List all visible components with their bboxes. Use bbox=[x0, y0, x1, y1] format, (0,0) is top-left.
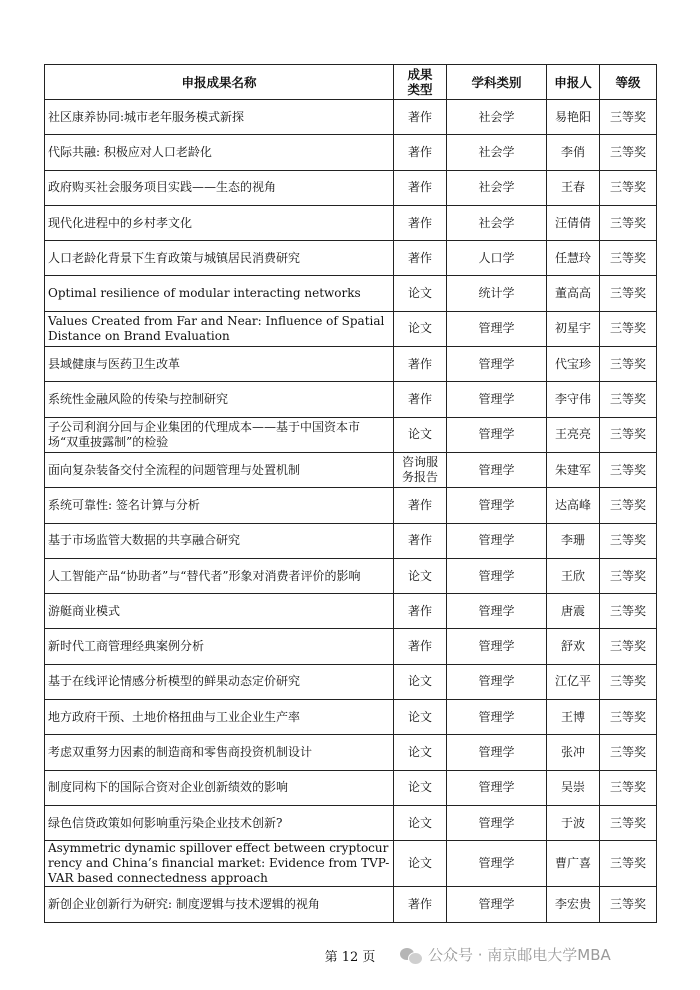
table-row bbox=[45, 488, 657, 523]
cell-name: 制度同构下的国际合资对企业创新绩效的影响 bbox=[45, 770, 394, 805]
cell-discipline: 管理学 bbox=[447, 594, 547, 629]
header-type-line2: 类型 bbox=[407, 82, 433, 97]
table-row bbox=[45, 594, 657, 629]
cell-type: 著作 bbox=[394, 135, 447, 170]
table-row bbox=[45, 841, 657, 887]
cell-type: 著作 bbox=[394, 594, 447, 629]
cell-discipline: 社会学 bbox=[447, 170, 547, 205]
table-row bbox=[45, 347, 657, 382]
table-row bbox=[45, 311, 657, 346]
cell-level: 三等奖 bbox=[600, 841, 657, 887]
cell-applicant: 任慧玲 bbox=[547, 241, 600, 276]
awards-table bbox=[44, 64, 657, 923]
cell-applicant: 唐震 bbox=[547, 594, 600, 629]
cell-applicant: 李守伟 bbox=[547, 382, 600, 417]
cell-name: 子公司利润分回与企业集团的代理成本——基于中国资本市场“双重披露制”的检验 bbox=[45, 417, 394, 452]
table-row bbox=[45, 735, 657, 770]
cell-discipline: 管理学 bbox=[447, 523, 547, 558]
table-row bbox=[45, 523, 657, 558]
cell-applicant: 张冲 bbox=[547, 735, 600, 770]
cell-level: 三等奖 bbox=[600, 205, 657, 240]
cell-name: 系统性金融风险的传染与控制研究 bbox=[45, 382, 394, 417]
header-type bbox=[394, 65, 447, 100]
wechat-icon bbox=[400, 946, 422, 964]
cell-level: 三等奖 bbox=[600, 770, 657, 805]
cell-level: 三等奖 bbox=[600, 135, 657, 170]
cell-level: 三等奖 bbox=[600, 100, 657, 135]
header-applicant: 申报人 bbox=[547, 65, 600, 100]
table-row bbox=[45, 205, 657, 240]
table-row bbox=[45, 241, 657, 276]
cell-discipline: 管理学 bbox=[447, 311, 547, 346]
cell-applicant: 董高高 bbox=[547, 276, 600, 311]
cell-applicant: 于波 bbox=[547, 805, 600, 840]
cell-level: 三等奖 bbox=[600, 276, 657, 311]
cell-applicant: 吴崇 bbox=[547, 770, 600, 805]
table-row bbox=[45, 452, 657, 487]
cell-discipline: 管理学 bbox=[447, 558, 547, 593]
cell-level: 三等奖 bbox=[600, 594, 657, 629]
table-row bbox=[45, 664, 657, 699]
cell-name: 系统可靠性: 签名计算与分析 bbox=[45, 488, 394, 523]
cell-level: 三等奖 bbox=[600, 347, 657, 382]
cell-type: 论文 bbox=[394, 735, 447, 770]
cell-level: 三等奖 bbox=[600, 488, 657, 523]
table-row bbox=[45, 135, 657, 170]
cell-level: 三等奖 bbox=[600, 452, 657, 487]
table-row bbox=[45, 558, 657, 593]
cell-discipline: 管理学 bbox=[447, 770, 547, 805]
cell-type: 著作 bbox=[394, 887, 447, 922]
cell-type: 著作 bbox=[394, 382, 447, 417]
cell-type: 咨询服务报告 bbox=[394, 452, 447, 487]
cell-type: 著作 bbox=[394, 629, 447, 664]
cell-level: 三等奖 bbox=[600, 558, 657, 593]
cell-applicant: 朱建军 bbox=[547, 452, 600, 487]
cell-type: 著作 bbox=[394, 347, 447, 382]
cell-discipline: 管理学 bbox=[447, 629, 547, 664]
cell-name: 政府购买社会服务项目实践——生态的视角 bbox=[45, 170, 394, 205]
cell-level: 三等奖 bbox=[600, 523, 657, 558]
table-row bbox=[45, 629, 657, 664]
cell-level: 三等奖 bbox=[600, 629, 657, 664]
cell-level: 三等奖 bbox=[600, 700, 657, 735]
cell-name: Values Created from Far and Near: Influence of Spatial Distance on Brand Evaluation bbox=[45, 311, 394, 346]
cell-name: 地方政府干预、土地价格扭曲与工业企业生产率 bbox=[45, 700, 394, 735]
cell-discipline: 管理学 bbox=[447, 452, 547, 487]
cell-applicant: 达高峰 bbox=[547, 488, 600, 523]
cell-discipline: 管理学 bbox=[447, 735, 547, 770]
page-number: 第 12 页 bbox=[324, 950, 376, 965]
header-level: 等级 bbox=[600, 65, 657, 100]
cell-discipline: 管理学 bbox=[447, 887, 547, 922]
cell-applicant: 王博 bbox=[547, 700, 600, 735]
table-row bbox=[45, 887, 657, 922]
cell-type: 著作 bbox=[394, 100, 447, 135]
cell-discipline: 管理学 bbox=[447, 382, 547, 417]
header-name: 申报成果名称 bbox=[45, 65, 394, 100]
table-row bbox=[45, 276, 657, 311]
cell-name: 考虑双重努力因素的制造商和零售商投资机制设计 bbox=[45, 735, 394, 770]
cell-name: 基于市场监管大数据的共享融合研究 bbox=[45, 523, 394, 558]
cell-discipline: 统计学 bbox=[447, 276, 547, 311]
cell-name: 绿色信贷政策如何影响重污染企业技术创新? bbox=[45, 805, 394, 840]
cell-level: 三等奖 bbox=[600, 170, 657, 205]
cell-discipline: 管理学 bbox=[447, 700, 547, 735]
cell-applicant: 王春 bbox=[547, 170, 600, 205]
header-discipline: 学科类别 bbox=[447, 65, 547, 100]
cell-applicant: 王欣 bbox=[547, 558, 600, 593]
cell-applicant: 代宝珍 bbox=[547, 347, 600, 382]
table-row bbox=[45, 417, 657, 452]
cell-level: 三等奖 bbox=[600, 311, 657, 346]
cell-discipline: 管理学 bbox=[447, 347, 547, 382]
cell-applicant: 王亮亮 bbox=[547, 417, 600, 452]
cell-applicant: 易艳阳 bbox=[547, 100, 600, 135]
cell-level: 三等奖 bbox=[600, 417, 657, 452]
table-header-row bbox=[45, 65, 657, 100]
table-row bbox=[45, 382, 657, 417]
cell-type: 论文 bbox=[394, 805, 447, 840]
cell-level: 三等奖 bbox=[600, 887, 657, 922]
table-row bbox=[45, 700, 657, 735]
table-row bbox=[45, 170, 657, 205]
watermark-text: 公众号 · 南京邮电大学MBA bbox=[428, 946, 611, 964]
cell-discipline: 管理学 bbox=[447, 841, 547, 887]
cell-applicant: 汪倩倩 bbox=[547, 205, 600, 240]
cell-discipline: 管理学 bbox=[447, 417, 547, 452]
watermark bbox=[400, 944, 611, 965]
cell-applicant: 江亿平 bbox=[547, 664, 600, 699]
cell-applicant: 初星宇 bbox=[547, 311, 600, 346]
cell-name: 面向复杂装备交付全流程的问题管理与处置机制 bbox=[45, 452, 394, 487]
cell-type: 论文 bbox=[394, 664, 447, 699]
cell-name: Optimal resilience of modular interacting networks bbox=[45, 276, 394, 311]
cell-type: 著作 bbox=[394, 523, 447, 558]
cell-name: 代际共融: 积极应对人口老龄化 bbox=[45, 135, 394, 170]
table-row bbox=[45, 770, 657, 805]
cell-name: 新创企业创新行为研究: 制度逻辑与技术逻辑的视角 bbox=[45, 887, 394, 922]
cell-level: 三等奖 bbox=[600, 241, 657, 276]
cell-type: 著作 bbox=[394, 241, 447, 276]
cell-name: 社区康养协同:城市老年服务模式新探 bbox=[45, 100, 394, 135]
table-row bbox=[45, 100, 657, 135]
cell-discipline: 社会学 bbox=[447, 100, 547, 135]
cell-name: 基于在线评论情感分析模型的鲜果动态定价研究 bbox=[45, 664, 394, 699]
cell-discipline: 管理学 bbox=[447, 664, 547, 699]
cell-applicant: 李珊 bbox=[547, 523, 600, 558]
cell-type: 论文 bbox=[394, 558, 447, 593]
cell-name: 新时代工商管理经典案例分析 bbox=[45, 629, 394, 664]
cell-level: 三等奖 bbox=[600, 805, 657, 840]
cell-applicant: 舒欢 bbox=[547, 629, 600, 664]
cell-name: 游艇商业模式 bbox=[45, 594, 394, 629]
cell-name: Asymmetric dynamic spillover effect between cryptocurrency and China’s financial market: Evidence from TVP-VAR based connectedness approach bbox=[45, 841, 394, 887]
table-body bbox=[45, 100, 657, 923]
cell-name: 人工智能产品“协助者”与“替代者”形象对消费者评价的影响 bbox=[45, 558, 394, 593]
cell-type: 论文 bbox=[394, 841, 447, 887]
cell-name: 县域健康与医药卫生改革 bbox=[45, 347, 394, 382]
cell-type: 论文 bbox=[394, 276, 447, 311]
cell-discipline: 管理学 bbox=[447, 488, 547, 523]
cell-type: 论文 bbox=[394, 770, 447, 805]
cell-name: 现代化进程中的乡村孝文化 bbox=[45, 205, 394, 240]
cell-type: 论文 bbox=[394, 700, 447, 735]
cell-type: 著作 bbox=[394, 488, 447, 523]
cell-applicant: 李俏 bbox=[547, 135, 600, 170]
cell-discipline: 社会学 bbox=[447, 205, 547, 240]
cell-applicant: 曹广喜 bbox=[547, 841, 600, 887]
cell-discipline: 社会学 bbox=[447, 135, 547, 170]
cell-type: 著作 bbox=[394, 205, 447, 240]
cell-discipline: 人口学 bbox=[447, 241, 547, 276]
cell-level: 三等奖 bbox=[600, 735, 657, 770]
header-type-line1: 成果 bbox=[407, 67, 433, 82]
cell-type: 著作 bbox=[394, 170, 447, 205]
cell-type: 论文 bbox=[394, 311, 447, 346]
cell-type: 论文 bbox=[394, 417, 447, 452]
table-row bbox=[45, 805, 657, 840]
cell-level: 三等奖 bbox=[600, 664, 657, 699]
cell-discipline: 管理学 bbox=[447, 805, 547, 840]
cell-applicant: 李宏贵 bbox=[547, 887, 600, 922]
cell-name: 人口老龄化背景下生育政策与城镇居民消费研究 bbox=[45, 241, 394, 276]
cell-level: 三等奖 bbox=[600, 382, 657, 417]
